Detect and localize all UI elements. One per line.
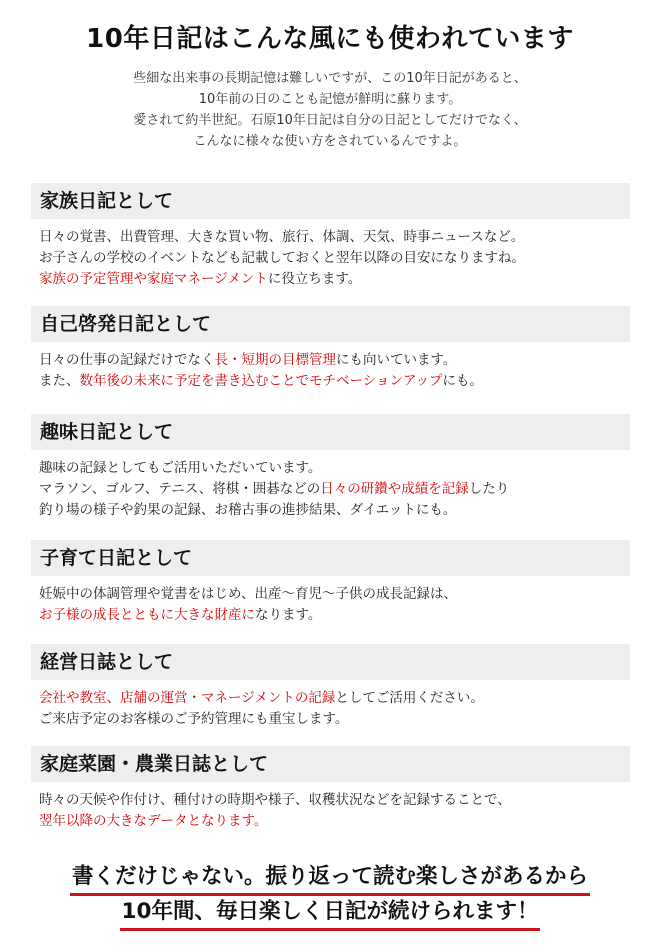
- body-text: 日々の仕事の記録だけでなく: [39, 352, 215, 368]
- highlight-text: 数年後の未来に予定を書き込むことでモチベーションアップ: [79, 373, 443, 389]
- section-heading: 家庭菜園・農業日誌として: [31, 746, 630, 782]
- footer-line-2: 10年間、毎日楽しく日記が続けられます！: [120, 897, 541, 931]
- body-line: [39, 605, 630, 626]
- body-line: [39, 458, 630, 479]
- body-text: 時々の天候や作付け、種付けの時期や様子、収穫状況などを記録することで、: [39, 792, 511, 808]
- body-text: にも。: [442, 373, 484, 389]
- section-heading: 自己啓発日記として: [31, 306, 630, 342]
- body-line: [39, 500, 630, 521]
- body-line: [39, 479, 630, 500]
- body-line: [39, 227, 630, 248]
- section-body: [31, 782, 630, 832]
- highlight-text: 家族の予定管理や家庭マネージメント: [39, 271, 268, 287]
- body-line: [39, 350, 630, 371]
- body-text: 妊娠中の体調管理や覚書をはじめ、出産～育児～子供の成長記録は、: [39, 586, 457, 602]
- section-heading: 経営日誌として: [31, 644, 630, 680]
- body-text: お子さんの学校のイベントなども記載しておくと翌年以降の目安になりますね。: [39, 250, 525, 266]
- body-text: したり: [468, 481, 510, 497]
- body-text: ご来店予定のお客様のご予約管理にも重宝します。: [39, 711, 349, 727]
- intro-line: 些細な出来事の長期記憶は難しいですが、この10年日記があると、: [133, 71, 527, 86]
- body-line: [39, 688, 630, 709]
- body-line: [39, 811, 630, 832]
- section-heading: 趣味日記として: [31, 414, 630, 450]
- body-text: 趣味の記録としてもご活用いただいています。: [39, 460, 322, 476]
- body-text: 日々の覚書、出費管理、大きな買い物、旅行、体調、天気、時事ニュースなど。: [39, 229, 525, 245]
- footer-line-1: 書くだけじゃない。振り返って読む楽しさがあるから: [70, 862, 590, 896]
- section-body: [31, 576, 630, 626]
- section-5: [31, 644, 630, 730]
- page-title: 10年日記はこんな風にも使われています: [86, 24, 574, 54]
- highlight-text: 日々の研鑽や成績を記録: [320, 481, 469, 497]
- highlight-text: お子様の成長とともに大きな財産に: [39, 607, 255, 623]
- section-body: [31, 450, 630, 521]
- body-text: にも向いています。: [336, 352, 457, 368]
- section-1: [31, 183, 630, 290]
- intro-text: [0, 68, 660, 152]
- intro-line: 10年前の日のことも記憶が鮮明に蘇ります。: [198, 92, 462, 107]
- body-text: マラソン、ゴルフ、テニス、将棋・囲碁などの: [39, 481, 321, 497]
- section-2: [31, 306, 630, 392]
- body-line: [39, 790, 630, 811]
- body-line: [39, 584, 630, 605]
- body-text: なります。: [255, 607, 322, 623]
- section-heading: 子育て日記として: [31, 540, 630, 576]
- body-text: としてご活用ください。: [335, 690, 484, 706]
- intro-line: 愛されて約半世紀。石原10年日記は自分の日記としてだけでなく、: [133, 113, 527, 128]
- body-text: また、: [39, 373, 80, 389]
- body-text: 釣り場の様子や釣果の記録、お稽古事の進捗結果、ダイエットにも。: [39, 502, 457, 518]
- body-line: [39, 269, 630, 290]
- section-3: [31, 414, 630, 521]
- footer-tagline-1: [0, 862, 660, 896]
- body-line: [39, 371, 630, 392]
- body-line: [39, 248, 630, 269]
- section-4: [31, 540, 630, 626]
- highlight-text: 長・短期の目標管理: [214, 352, 336, 368]
- body-text: に役立ちます。: [267, 271, 362, 287]
- footer-tagline-2: [0, 897, 660, 931]
- section-heading: 家族日記として: [31, 183, 630, 219]
- section-body: [31, 342, 630, 392]
- highlight-text: 翌年以降の大きなデータとなります。: [39, 813, 268, 829]
- section-body: [31, 219, 630, 290]
- intro-line: こんなに様々な使い方をされているんですよ。: [193, 134, 467, 149]
- highlight-text: 会社や教室、店舗の運営・マネージメントの記録: [39, 690, 336, 706]
- body-line: [39, 709, 630, 730]
- section-6: [31, 746, 630, 832]
- section-body: [31, 680, 630, 730]
